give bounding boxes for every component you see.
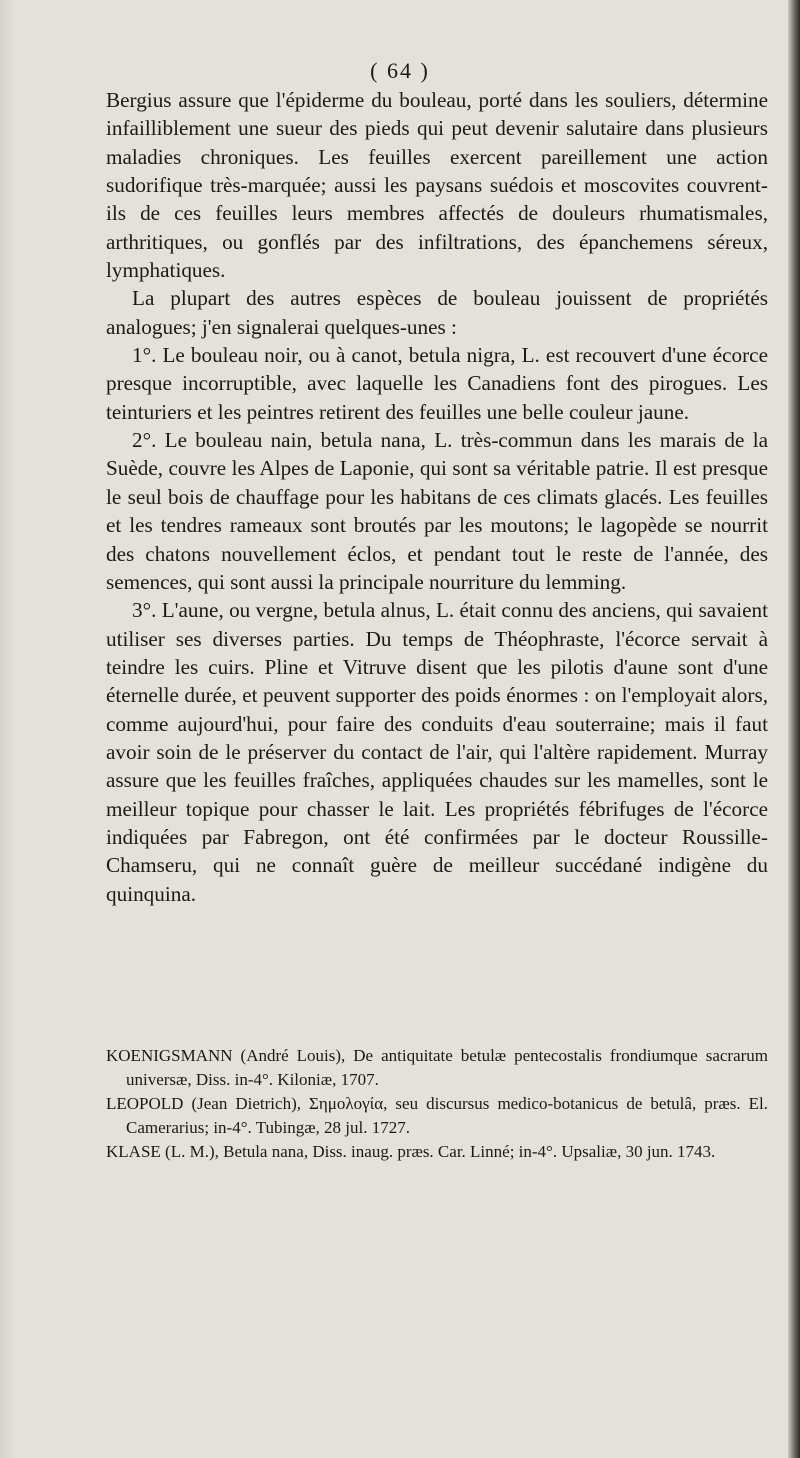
paragraph-betula-nana: 2°. Le bouleau nain, betula nana, L. très-commun dans les marais de la Suède, couvre les Alpes de Laponie, qui sont sa véritable patrie. Il est presque le seul bois de chauffage pour les habitans de ces climats glacés. Les feuilles et les tendres rameaux sont broutés par les moutons; le lagopède se nourrit des chatons nouvellement éclos, et pendant tout le reste de l'année, des semences, qui sont aussi la principale nourriture du lemming.: [106, 428, 768, 594]
paragraph-betula-alnus: 3°. L'aune, ou vergne, betula alnus, L. était connu des anciens, qui savaient utiliser ses diverses parties. Du temps de Théophraste, l'écorce servait à teindre les cuirs. Pline et Vitruve disent que les pilotis d'aune sont d'une éternelle durée, et peuvent supporter des poids énormes : on l'employait alors, comme aujourd'hui, pour faire des conduits d'eau souterraine; mais il faut avoir soin de le préserver du contact de l'air, qui l'altère rapidement. Murray assure que les feuilles fraîches, appliquées chaudes sur les mamelles, sont le meilleur topique pour chasser le lait. Les propriétés fébrifuges de l'écorce indiquées par Fabregon, ont été confirmées par le docteur Roussille-Chamseru, qui ne connaît guère de meilleur succédané indigène du quinquina.: [106, 598, 768, 906]
reference-klase: KLASE (L. M.), Betula nana, Diss. inaug. præs. Car. Linné; in-4°. Upsaliæ, 30 jun. 1743.: [106, 1142, 716, 1161]
page-edge-shadow: [788, 0, 800, 1458]
reference-leopold: LEOPOLD (Jean Dietrich), Σημολογία, seu discursus medico-botanicus de betulâ, præs. El. Camerarius; in-4°. Tubingæ, 28 jul. 1727.: [106, 1094, 768, 1137]
paragraph-betula-nigra: 1°. Le bouleau noir, ou à canot, betula nigra, L. est recouvert d'une écorce presque incorruptible, avec laquelle les Canadiens font des pirogues. Les teinturiers et les peintres retirent des feuilles une belle couleur jaune.: [106, 343, 768, 424]
page-number: ( 64 ): [370, 58, 430, 83]
main-text: [106, 86, 768, 908]
bibliography: [106, 1044, 768, 1164]
reference-koenigsmann: KOENIGSMANN (André Louis), De antiquitate betulæ pentecostalis frondiumque sacrarum universæ, Diss. in-4°. Kiloniæ, 1707.: [106, 1046, 768, 1089]
paragraph-intro-species: La plupart des autres espèces de bouleau jouissent de propriétés analogues; j'en signalerai quelques-unes :: [106, 286, 768, 339]
page-gutter-shadow: [0, 0, 14, 1458]
paragraph-bergius: Bergius assure que l'épiderme du bouleau, porté dans les souliers, détermine infailliblement une sueur des pieds qui peut devenir salutaire dans plusieurs maladies chroniques. Les feuilles exercent pareillement une action sudorifique très-marquée; aussi les paysans suédois et moscovites couvrent-ils de ces feuilles leurs membres affectés de douleurs rhumatismales, arthritiques, ou gonflés par des infiltrations, des épanchemens séreux, lymphatiques.: [106, 88, 768, 283]
